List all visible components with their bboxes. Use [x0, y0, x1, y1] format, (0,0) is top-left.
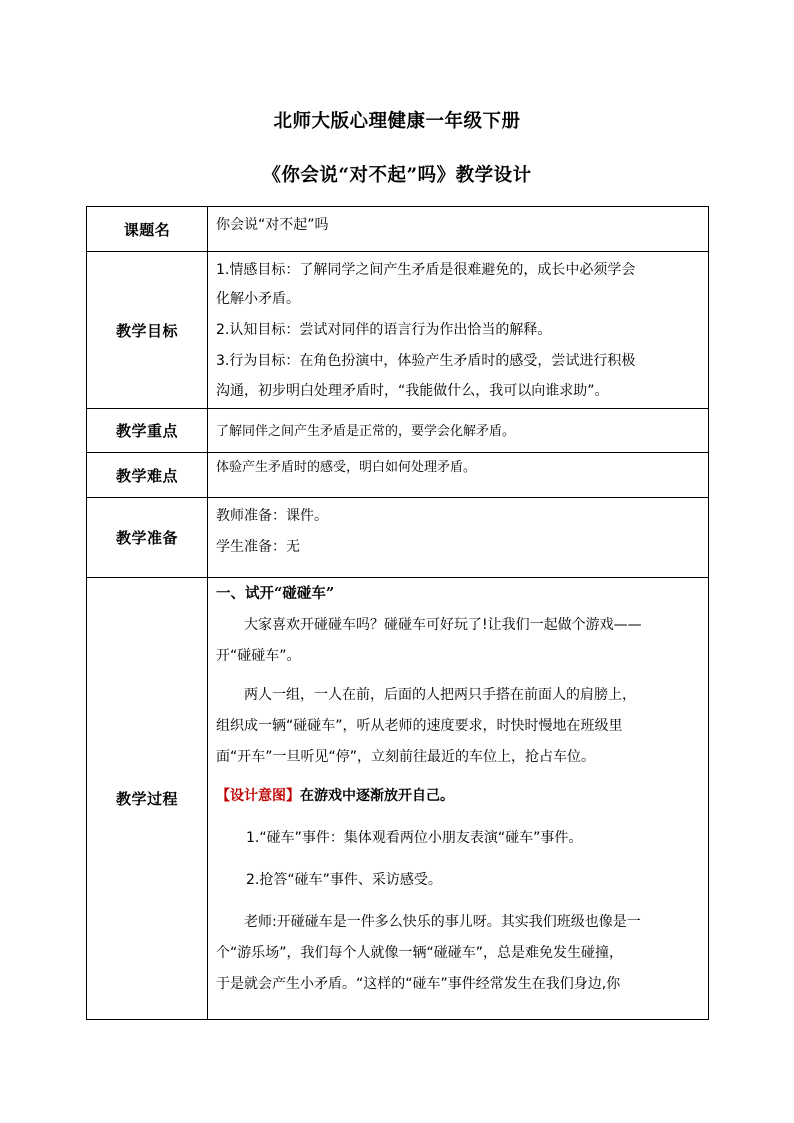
- topic-label: 课题名: [87, 207, 208, 252]
- design-intent-text: 在游戏中逐渐放开自己。: [300, 788, 454, 804]
- step-item: 1.“碰车”事件：集体观看两位小朋友表演“碰车”事件。: [246, 830, 583, 846]
- table-row-difficulties: [87, 453, 709, 498]
- design-intent: [216, 782, 703, 810]
- goal-line: 2.认知目标：尝试对同伴的语言行为作出恰当的解释。: [216, 322, 552, 338]
- goals-content: [208, 252, 709, 409]
- paragraph-line: 组织成一辆“碰碰车”，听从老师的速度要求，时快时慢地在班级里: [216, 718, 623, 734]
- goal-line: 化解小矛盾。: [216, 291, 300, 307]
- paragraph-line: 老师:开碰碰车是一件多么快乐的事儿呀。其实我们班级也像是一: [244, 914, 641, 930]
- table-row-process: [87, 578, 709, 1020]
- document-subtitle: 《你会说“对不起”吗》教学设计: [262, 165, 532, 186]
- process-content: [208, 578, 709, 1020]
- lesson-plan-table: [86, 206, 709, 1020]
- section-heading: 一、试开“碰碰车”: [216, 585, 335, 602]
- key-points-label: 教学重点: [87, 409, 208, 453]
- paragraph-line: 开“碰碰车”。: [216, 648, 301, 664]
- preparation-content: [208, 498, 709, 578]
- difficulties-value: 体验产生矛盾时的感受，明白如何处理矛盾。: [208, 453, 709, 498]
- step-item: 2.抢答“碰车”事件、采访感受。: [246, 872, 442, 888]
- topic-value: 你会说“对不起”吗: [208, 207, 709, 252]
- paragraph-line: 大家喜欢开碰碰车吗？碰碰车可好玩了!让我们一起做个游戏——: [244, 617, 642, 633]
- process-label: 教学过程: [87, 578, 208, 1020]
- table-row-key-points: [87, 409, 709, 453]
- student-prep: 学生准备：无: [216, 539, 300, 555]
- difficulties-label: 教学难点: [87, 453, 208, 498]
- goal-line: 3.行为目标：在角色扮演中，体验产生矛盾时的感受，尝试进行积极: [216, 353, 636, 369]
- key-points-value: 了解同伴之间产生矛盾是正常的，要学会化解矛盾。: [208, 409, 709, 453]
- paragraph-line: 个“游乐场”，我们每个人就像一辆“碰碰车”，总是难免发生碰撞，: [216, 945, 624, 961]
- preparation-label: 教学准备: [87, 498, 208, 578]
- goal-line: 1.情感目标：了解同学之间产生矛盾是很难避免的，成长中必须学会: [216, 262, 636, 278]
- paragraph-line: 面“开车”一旦听见“停”，立刻前往最近的车位上，抢占车位。: [216, 749, 596, 765]
- table-row-topic: [87, 207, 709, 252]
- paragraph-line: 于是就会产生小矛盾。“这样的“碰车”事件经常发生在我们身边,你: [216, 976, 621, 992]
- table-row-preparation: [87, 498, 709, 578]
- table-row-goals: [87, 252, 709, 409]
- goals-label: 教学目标: [87, 252, 208, 409]
- design-intent-tag: 【设计意图】: [216, 788, 300, 804]
- document-title: 北师大版心理健康一年级下册: [273, 111, 521, 132]
- teacher-prep: 教师准备：课件。: [216, 508, 328, 524]
- paragraph-line: 两人一组，一人在前，后面的人把两只手搭在前面人的肩膀上，: [244, 687, 636, 703]
- goal-line: 沟通，初步明白处理矛盾时，“我能做什么，我可以向谁求助”。: [216, 383, 609, 399]
